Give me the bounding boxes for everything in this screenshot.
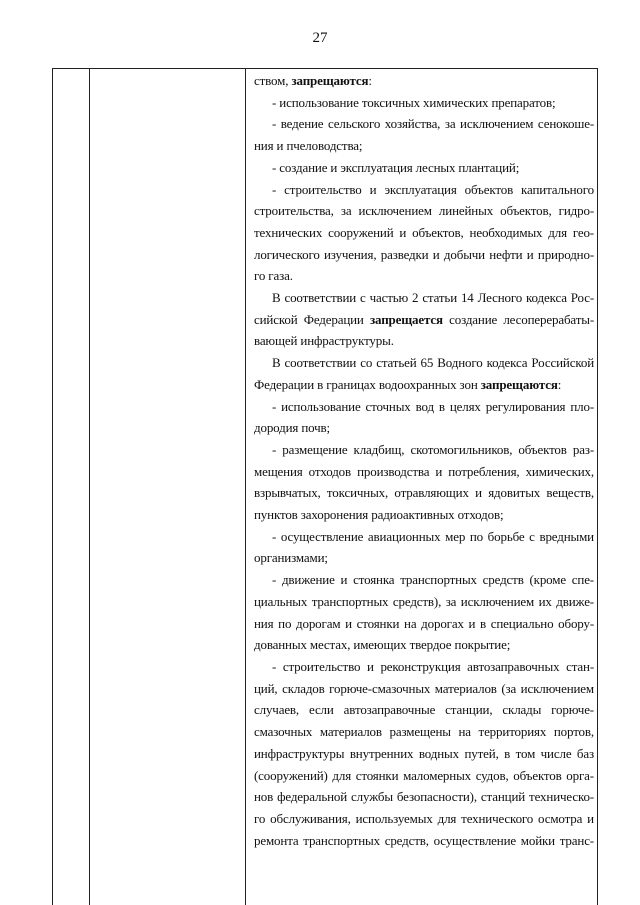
text-line <box>254 265 594 287</box>
text-segment: циальных транспортных средств), за исключением их движе- <box>254 593 594 609</box>
text-segment: - движение и стоянка транспортных средств (кроме спе- <box>272 572 594 588</box>
document-table <box>52 68 598 905</box>
text-segment: - создание и эксплуатация лесных плантаций; <box>272 159 520 175</box>
text-line <box>254 743 594 765</box>
text-segment: го газа. <box>254 268 293 284</box>
text-segment: организмами; <box>254 550 328 566</box>
text-line <box>254 222 594 244</box>
text-line <box>254 157 594 179</box>
text-segment: В соответствии со статьей 65 Водного кодекса Российской <box>272 355 594 371</box>
text-line <box>254 569 594 591</box>
text-line <box>254 179 594 201</box>
text-segment: пунктов захоронения радиоактивных отходов; <box>254 507 504 523</box>
text-line <box>254 287 594 309</box>
text-line <box>254 591 594 613</box>
text-segment: дородия почв; <box>254 420 330 436</box>
emphasis-text: запрещаются <box>291 73 369 88</box>
text-segment: сийской Федерации <box>254 311 370 327</box>
text-segment: случаев, если автозаправочные станции, склады горюче- <box>254 702 594 718</box>
emphasis-text: запрещается <box>369 311 443 327</box>
text-line <box>254 547 594 569</box>
text-line <box>254 482 594 504</box>
text-line <box>254 461 594 483</box>
text-segment: - использование сточных вод в целях регулирования пло- <box>272 398 594 414</box>
text-line <box>254 786 594 808</box>
text-segment: ния и пчеловодства; <box>254 138 363 154</box>
text-line <box>254 634 594 656</box>
text-line <box>254 765 594 787</box>
text-segment: взрывчатых, токсичных, отравляющих и ядовитых веществ, <box>254 485 594 501</box>
text-segment: Федерации в границах водоохранных зон <box>254 376 481 392</box>
text-segment: - строительство и реконструкция автозаправочных стан- <box>272 658 594 674</box>
text-line <box>254 352 594 374</box>
text-line <box>254 92 594 114</box>
text-segment: - осуществление авиационных мер по борьбе с вредными <box>272 528 594 544</box>
text-line <box>254 504 594 526</box>
text-segment: вающей инфраструктуры. <box>254 333 394 349</box>
text-segment: инфраструктуры внутренних водных путей, в том числе баз <box>254 745 594 761</box>
text-line <box>254 396 594 418</box>
text-line <box>254 70 594 92</box>
text-segment: ремонта транспортных средств, осуществление мойки транс- <box>254 832 594 848</box>
table-column-divider <box>89 69 90 905</box>
text-segment: - ведение сельского хозяйства, за исключением сенокоше- <box>272 116 594 132</box>
emphasis-text: запрещаются <box>480 376 558 392</box>
text-segment: - использование токсичных химических препаратов; <box>272 94 556 110</box>
text-segment: логического изучения, разведки и добычи нефти и природно- <box>254 246 594 262</box>
page-number: 27 <box>312 30 328 46</box>
text-segment: - строительство и эксплуатация объектов капитального <box>272 181 594 197</box>
text-line <box>254 678 594 700</box>
text-segment: нов федеральной службы безопасности), станций техническо- <box>254 789 594 805</box>
text-line <box>254 721 594 743</box>
text-segment: строительства, за исключением линейных объектов, гидро- <box>254 203 594 219</box>
table-column-divider <box>245 69 246 905</box>
text-line <box>254 200 594 222</box>
text-segment: создание лесоперерабаты- <box>442 311 595 327</box>
text-line <box>254 309 594 331</box>
text-segment: (сооружений) для стоянки маломерных судов, объектов орга- <box>254 767 594 783</box>
text-line <box>254 526 594 548</box>
text-segment: смазочных материалов размещены на территориях портов, <box>254 724 594 740</box>
table-text-cell <box>254 70 594 851</box>
text-segment: ций, складов горюче-смазочных материалов (за исключением <box>254 680 594 696</box>
text-segment: мещения отходов производства и потребления, химических, <box>254 463 594 479</box>
text-line <box>254 330 594 352</box>
text-segment: го обслуживания, используемых для технического осмотра и <box>254 810 594 826</box>
text-segment: технических сооружений и объектов, необходимых для гео- <box>254 224 594 240</box>
text-line <box>254 439 594 461</box>
text-segment: ния по дорогам и стоянки на дорогах и в специально обору- <box>254 615 594 631</box>
text-line <box>254 135 594 157</box>
text-line <box>254 656 594 678</box>
text-line <box>254 699 594 721</box>
text-line <box>254 830 594 852</box>
text-segment: ством, <box>254 73 292 88</box>
text-line <box>254 374 594 396</box>
text-segment: : <box>368 73 372 88</box>
text-line <box>254 808 594 830</box>
text-line <box>254 613 594 635</box>
text-segment: В соответствии с частью 2 статьи 14 Лесного кодекса Рос- <box>272 290 594 306</box>
text-segment: - размещение кладбищ, скотомогильников, объектов раз- <box>272 441 594 457</box>
text-segment: дованных местах, имеющих твердое покрытие; <box>254 637 511 653</box>
text-line <box>254 113 594 135</box>
text-line <box>254 244 594 266</box>
text-segment: : <box>557 376 562 392</box>
text-line <box>254 417 594 439</box>
